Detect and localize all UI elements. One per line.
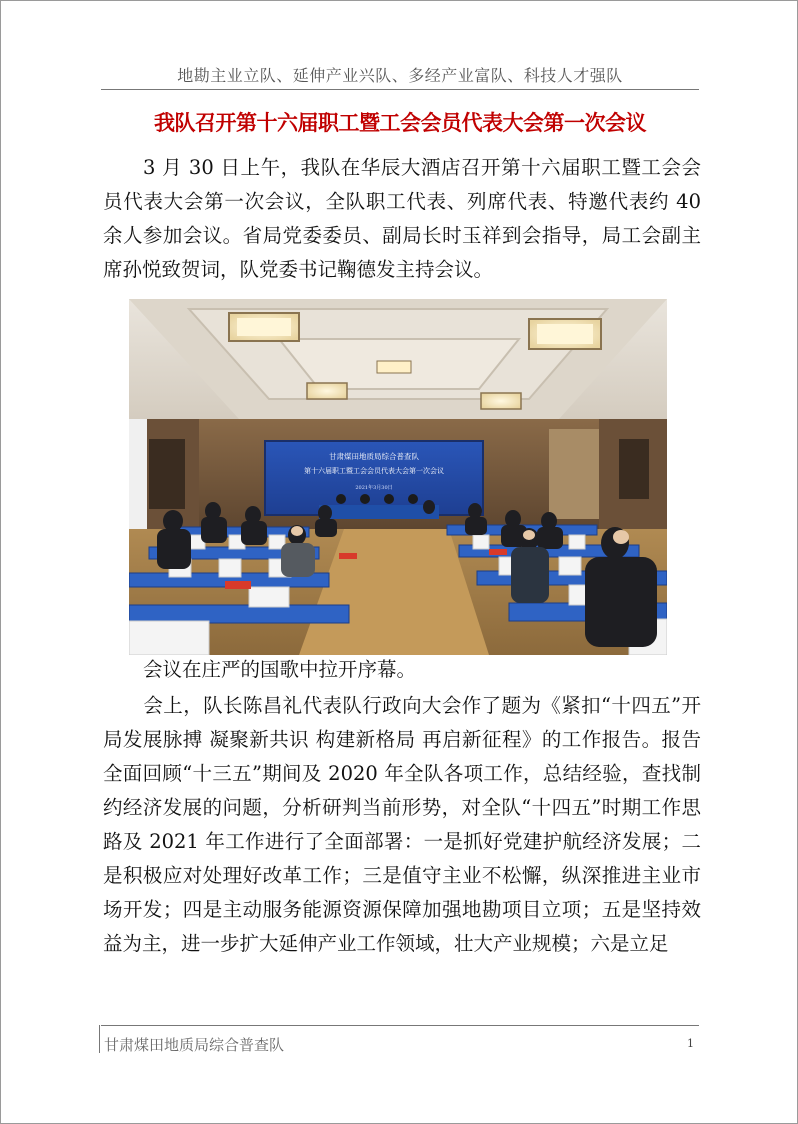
header-rule: [101, 89, 699, 90]
footer-organization: 甘肃煤田地质局综合普查队: [104, 1036, 285, 1054]
meeting-photo: [129, 299, 667, 655]
photo-banner-line-3: 2021年3月30日: [355, 485, 393, 491]
page-number: 1: [687, 1037, 694, 1050]
running-header: 地勘主业立队、延伸产业兴队、多经产业富队、科技人才强队: [177, 66, 623, 85]
paragraph-opening: [103, 653, 701, 687]
footer-tick: [99, 1025, 100, 1053]
article-title: 我队召开第十六届职工暨工会会员代表大会第一次会议: [154, 110, 646, 135]
paragraph-intro: [103, 151, 701, 287]
paragraph-opening-text: 会议在庄严的国歌中拉开序幕。: [143, 658, 417, 681]
paragraph-intro-text: 3 月 30 日上午，我队在华辰大酒店召开第十六届职工暨工会会员代表大会第一次会议，全队职工代表、列席代表、特邀代表约 40 余人参加会议。省局党委委员、副局长时玉祥到会指导，局工会副主席孙悦致贺词，队党委书记鞠德发主持会议。: [103, 156, 701, 281]
photo-banner-line-1: 甘肃煤田地质局综合普查队: [329, 452, 419, 461]
photo-banner-line-2: 第十六届职工暨工会会员代表大会第一次会议: [304, 467, 444, 475]
paragraph-report-text: 会上，队长陈昌礼代表队行政向大会作了题为《紧扣“十四五”开局发展脉搏 凝聚新共识 构建新格局 再启新征程》的工作报告。报告全面回顾“十三五”期间及 2020 年全队各项工作，总结经验，查找制约经济发展的问题，分析研判当前形势，对全队“十四五”时期工作思路及 2021 年工作进行了全面部署：一是抓好党建护航经济发展；二是积极应对处理好改革工作；三是值守主业不松懈，纵深推进主业市场开发；四是主动服务能源资源保障加强地勘项目立项；五是坚持效益为主，进一步扩大延伸产业工作领域，壮大产业规模；六是立足: [103, 694, 701, 955]
paragraph-report: [103, 689, 701, 961]
footer-rule: [101, 1025, 699, 1026]
